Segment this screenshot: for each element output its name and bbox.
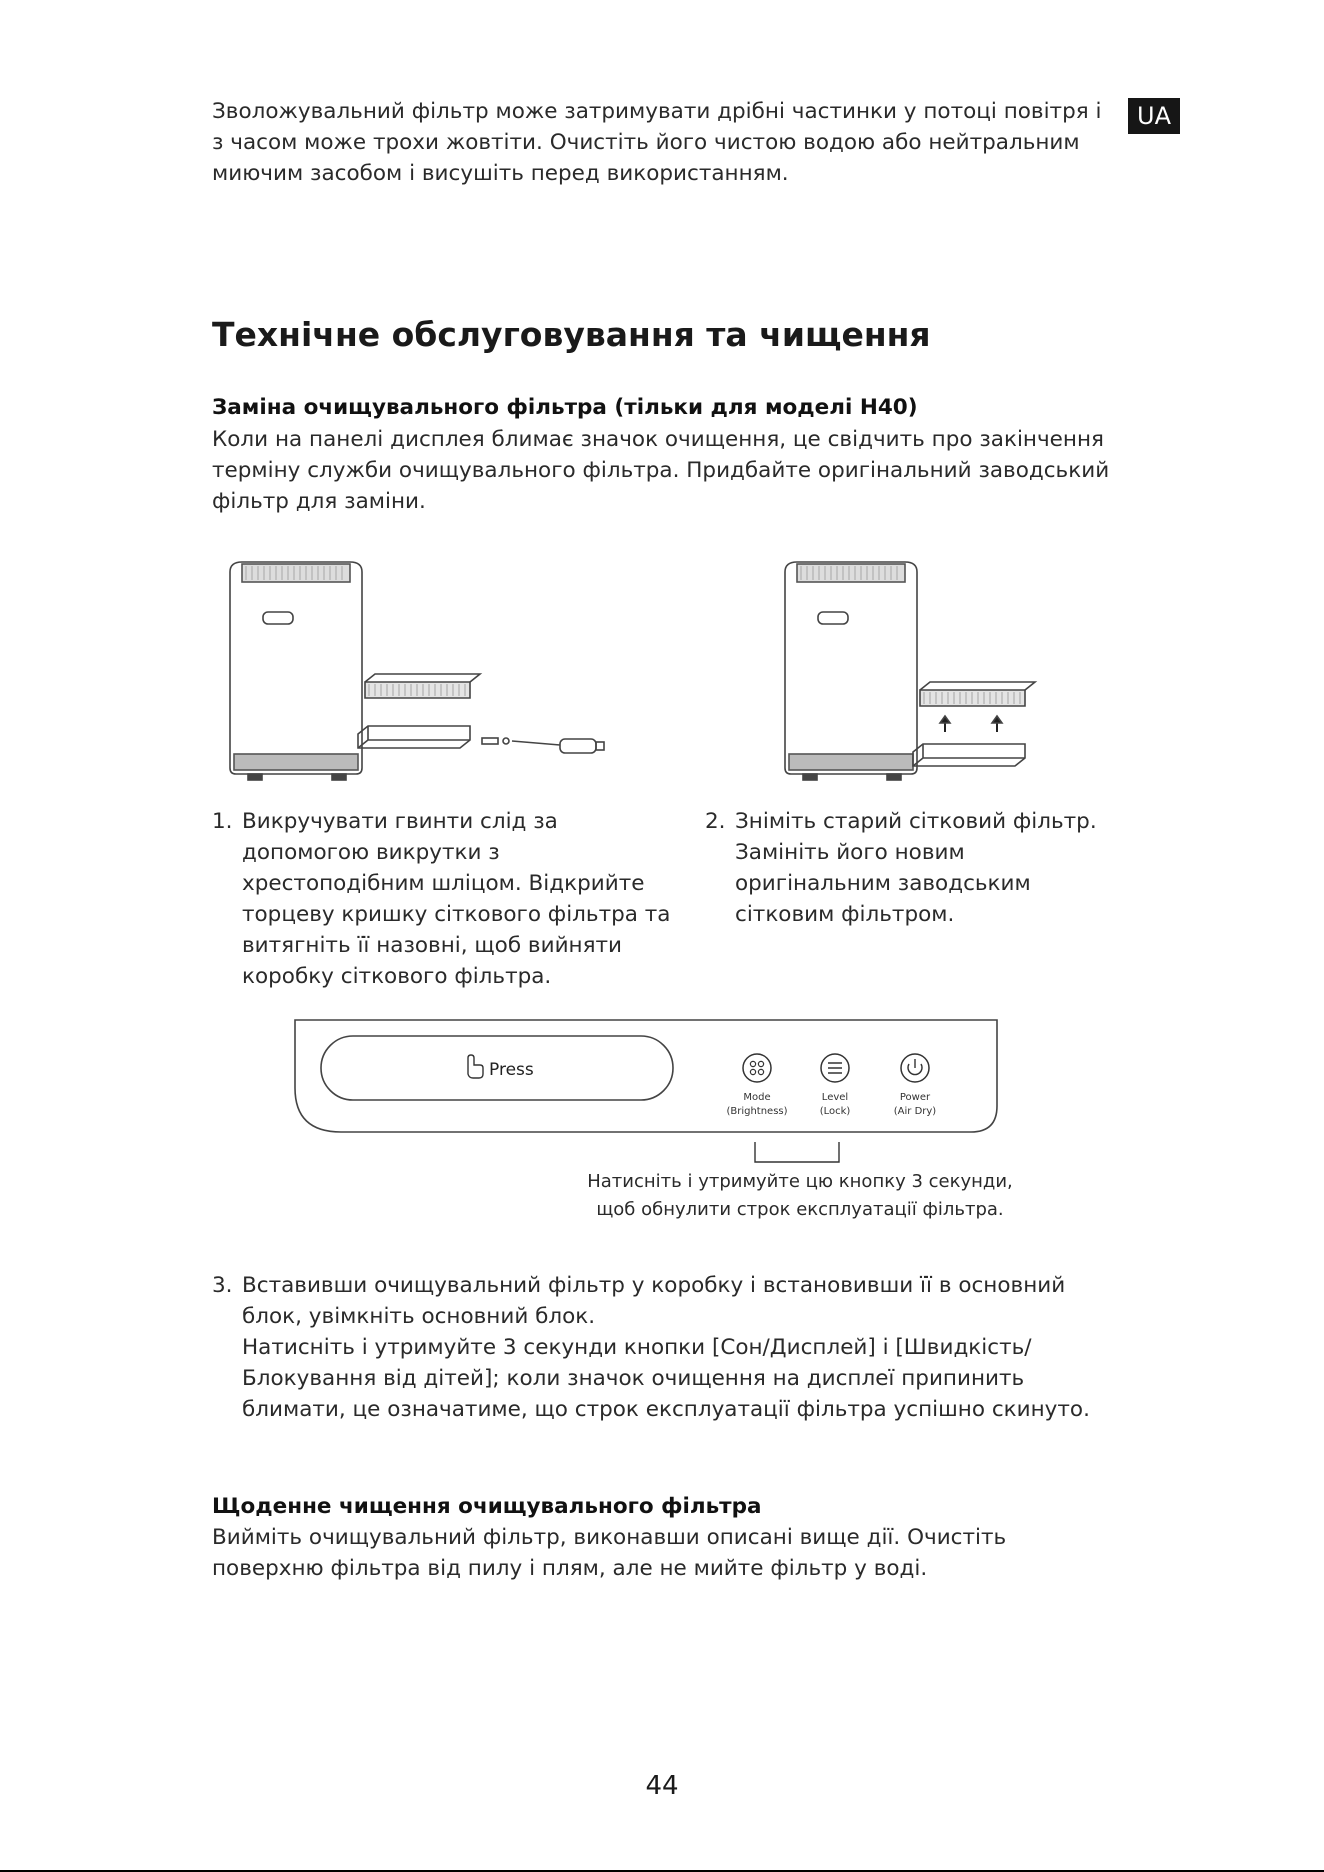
step-text: Вставивши очищувальний фільтр у коробку і встановивши її в основний блок, увімкніть основний блок.	[242, 1273, 1066, 1329]
step-number: 3.	[212, 1273, 233, 1298]
step-1	[212, 806, 682, 992]
step-number: 2.	[705, 809, 726, 834]
section-title: Технічне обслуговування та чищення	[212, 315, 931, 354]
figure-remove-screws	[220, 560, 640, 790]
mode-sublabel: (Brightness)	[726, 1106, 788, 1117]
daily-cleaning-text: Вийміть очищувальний фільтр, виконавши описані вище дії. Очистіть поверхню фільтра від пилу і плям, але не мийте фільтр у воді.	[212, 1525, 1007, 1581]
panel-caption-line-2: щоб обнулити строк експлуатації фільтра.	[596, 1199, 1004, 1220]
press-label: Press	[489, 1060, 534, 1080]
level-sublabel: (Lock)	[819, 1106, 851, 1117]
level-label: Level	[821, 1092, 849, 1103]
replace-filter-text: Коли на панелі дисплея блимає значок очищення, це свідчить про закінчення терміну служби очищувального фільтра. Придбайте оригінальний заводський фільтр для заміни.	[212, 427, 1110, 514]
step-3	[212, 1270, 1102, 1425]
button-bracket	[755, 1142, 839, 1162]
panel-caption-line-1: Натисніть і утримуйте цю кнопку 3 секунди,	[587, 1171, 1013, 1192]
mode-label: Mode	[743, 1092, 771, 1103]
control-panel-figure	[293, 1018, 1001, 1164]
power-label: Power	[899, 1092, 931, 1103]
panel-caption	[500, 1168, 1100, 1224]
step-number: 1.	[212, 809, 233, 834]
step-text-2: Натисніть і утримуйте 3 секунди кнопки [Сон/Дисплей] і [Швидкість/Блокування від дітей]; коли значок очищення на дисплеї припинить блимати, це означатиме, що строк експлуатації фільтра успішно скинуто.	[242, 1335, 1090, 1422]
step-text: Зніміть старий сітковий фільтр. Замініть його новим оригінальним заводським сітковим фільтром.	[735, 809, 1097, 927]
step-text: Викручувати гвинти слід за допомогою викрутки з хрестоподібним шліцом. Відкрийте торцеву кришку сіткового фільтра та витягніть її назовні, щоб вийняти коробку сіткового фільтра.	[242, 809, 671, 989]
step-2	[705, 806, 1125, 930]
language-badge: UA	[1128, 98, 1180, 134]
daily-cleaning-title: Щоденне чищення очищувального фільтра	[212, 1494, 762, 1519]
figure-replace-filter	[775, 560, 1075, 790]
replace-filter-title: Заміна очищувального фільтра (тільки для моделі H40)	[212, 395, 918, 420]
page-number: 44	[645, 1771, 679, 1801]
intro-paragraph: Зволожувальний фільтр може затримувати дрібні частинки у потоці повітря і з часом може трохи жовтіти. Очистіть його чистою водою або нейтральним миючим засобом і висушіть перед використанням.	[212, 99, 1102, 186]
power-sublabel: (Air Dry)	[893, 1106, 937, 1117]
